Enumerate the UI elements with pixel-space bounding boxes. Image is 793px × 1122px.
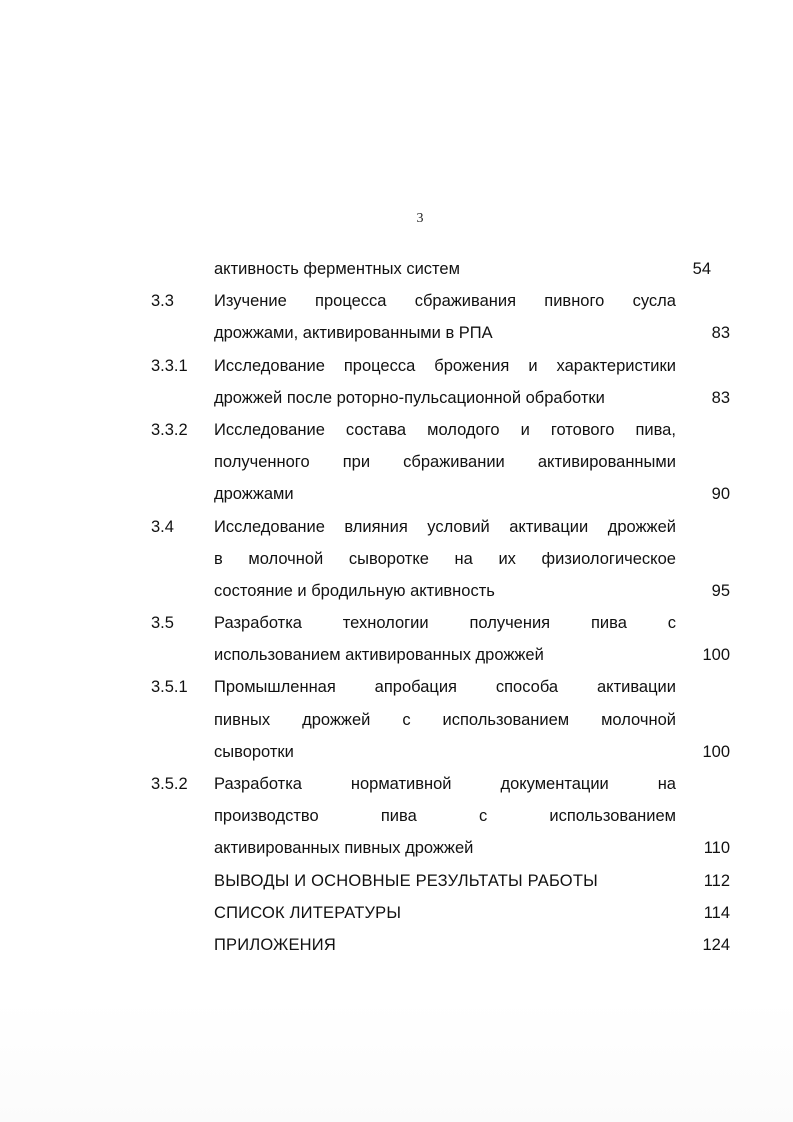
toc-word: Изучение bbox=[214, 292, 287, 311]
toc-entry-text bbox=[214, 768, 676, 800]
toc-entry-text bbox=[214, 800, 676, 832]
toc-word: Исследование bbox=[214, 356, 325, 375]
toc-line bbox=[0, 671, 793, 703]
toc-word: брожения bbox=[434, 356, 510, 375]
toc-word: активации bbox=[596, 678, 676, 697]
toc-page-number: 90 bbox=[711, 485, 730, 504]
toc-word: сбраживания bbox=[414, 292, 517, 311]
toc-line bbox=[0, 382, 793, 414]
page-background-bottom bbox=[0, 1000, 793, 1122]
toc-word: и bbox=[528, 356, 538, 375]
toc-entry-text bbox=[214, 446, 676, 478]
toc-word: активированными bbox=[537, 453, 676, 472]
toc-line bbox=[0, 929, 793, 961]
toc-word: на bbox=[657, 775, 676, 793]
toc-word: пивных bbox=[214, 710, 271, 729]
toc-entry-text bbox=[214, 511, 676, 543]
page-background-top bbox=[0, 0, 793, 170]
toc-line bbox=[0, 832, 793, 864]
toc-line bbox=[0, 446, 793, 478]
toc-line bbox=[0, 865, 793, 897]
toc-entry-text bbox=[214, 607, 676, 639]
toc-word: пивного bbox=[544, 292, 605, 311]
toc-entry-text bbox=[214, 671, 676, 703]
toc-entry-text: дрожжами, активированными в РПА bbox=[214, 324, 493, 343]
page-number: 3 bbox=[416, 211, 424, 226]
toc-word: полученного bbox=[214, 453, 310, 472]
toc-entry-text bbox=[214, 704, 676, 736]
toc-page-number: 114 bbox=[703, 903, 730, 922]
toc-page-number: 110 bbox=[703, 839, 730, 858]
toc-page-number: 83 bbox=[711, 388, 730, 407]
toc-word: пива bbox=[590, 614, 627, 633]
toc-line bbox=[0, 704, 793, 736]
toc-word: условий bbox=[427, 517, 490, 536]
toc-line bbox=[0, 543, 793, 575]
toc-line bbox=[0, 897, 793, 929]
toc-word: технологии bbox=[342, 614, 429, 633]
toc-page-number: 83 bbox=[711, 324, 730, 343]
toc-line bbox=[0, 414, 793, 446]
toc-line bbox=[0, 253, 793, 285]
toc-page-number: 100 bbox=[702, 646, 730, 665]
toc-entry-text: ВЫВОДЫ И ОСНОВНЫЕ РЕЗУЛЬТАТЫ РАБОТЫ bbox=[214, 871, 598, 890]
toc-word: получения bbox=[469, 614, 551, 633]
toc-word: Исследование bbox=[214, 517, 325, 536]
toc-entry-number: 3.5 bbox=[151, 614, 174, 633]
toc-word: Разработка bbox=[214, 614, 302, 633]
toc-word: Разработка bbox=[214, 775, 302, 793]
toc-line bbox=[0, 736, 793, 768]
toc-word: и bbox=[520, 420, 530, 439]
toc-entry-text bbox=[214, 285, 676, 317]
toc-entry-text: СПИСОК ЛИТЕРАТУРЫ bbox=[214, 903, 402, 922]
toc-line bbox=[0, 639, 793, 671]
toc-line bbox=[0, 768, 793, 800]
toc-line bbox=[0, 607, 793, 639]
toc-entry-text: активность ферментных систем bbox=[214, 260, 460, 278]
toc-entry-number: 3.3.2 bbox=[151, 420, 188, 439]
toc-word: пива bbox=[380, 807, 417, 826]
toc-word: использованием bbox=[442, 710, 570, 729]
toc-entry-text: состояние и бродильную активность bbox=[214, 581, 495, 600]
toc-entry-number: 3.3.1 bbox=[151, 356, 188, 375]
toc-word: дрожжей bbox=[607, 517, 676, 536]
toc-entry-text: дрожжей после роторно-пульсационной обработки bbox=[214, 388, 605, 407]
toc-word: сыворотке bbox=[348, 549, 429, 568]
toc-word: сбраживании bbox=[403, 453, 505, 472]
toc-word: при bbox=[342, 453, 371, 472]
toc-word: молочной bbox=[601, 710, 676, 729]
toc-word: с bbox=[667, 614, 676, 633]
toc-word: молодого bbox=[427, 420, 500, 439]
toc-page-number: 124 bbox=[702, 935, 730, 954]
toc-entry-text bbox=[214, 543, 676, 575]
toc-entry-number: 3.5.1 bbox=[151, 678, 188, 697]
toc-word: Промышленная bbox=[214, 678, 336, 697]
toc-entry-text: использованием активированных дрожжей bbox=[214, 646, 544, 665]
toc-entry-number: 3.4 bbox=[151, 517, 174, 536]
toc-word: в bbox=[214, 549, 223, 568]
toc-entry-number: 3.3 bbox=[151, 292, 174, 311]
table-of-contents bbox=[0, 253, 793, 961]
toc-entry-text bbox=[214, 414, 676, 446]
toc-word: сусла bbox=[632, 292, 676, 311]
toc-word: нормативной bbox=[350, 775, 452, 793]
toc-word: на bbox=[454, 549, 473, 568]
toc-entry-text: ПРИЛОЖЕНИЯ bbox=[214, 935, 336, 954]
toc-word: использованием bbox=[549, 807, 676, 826]
toc-page-number: 112 bbox=[703, 871, 730, 890]
toc-word: состава bbox=[345, 420, 407, 439]
toc-word: пива, bbox=[635, 420, 676, 439]
toc-word: процесса bbox=[315, 292, 387, 311]
toc-word: физиологическое bbox=[541, 549, 676, 568]
toc-page-number: 95 bbox=[711, 581, 730, 600]
toc-line bbox=[0, 317, 793, 349]
toc-word: Исследование bbox=[214, 420, 325, 439]
toc-line bbox=[0, 575, 793, 607]
toc-word: готового bbox=[550, 420, 615, 439]
toc-entry-text: дрожжами bbox=[214, 485, 294, 504]
toc-word: их bbox=[498, 549, 516, 568]
toc-word: с bbox=[478, 807, 488, 826]
toc-word: молочной bbox=[248, 549, 324, 568]
toc-word: апробация bbox=[374, 678, 457, 697]
toc-line bbox=[0, 478, 793, 510]
toc-word: производство bbox=[214, 807, 319, 826]
toc-word: дрожжей bbox=[302, 710, 371, 729]
toc-entry-text: активированных пивных дрожжей bbox=[214, 839, 474, 858]
toc-word: документации bbox=[500, 775, 609, 793]
toc-entry-text: сыворотки bbox=[214, 742, 294, 761]
toc-word: с bbox=[402, 710, 411, 729]
toc-word: способа bbox=[495, 678, 559, 697]
toc-entry-number: 3.5.2 bbox=[151, 775, 188, 793]
toc-word: процесса bbox=[343, 356, 416, 375]
toc-page-number: 54 bbox=[692, 260, 711, 278]
toc-word: влияния bbox=[344, 517, 408, 536]
toc-line bbox=[0, 350, 793, 382]
toc-page-number: 100 bbox=[702, 742, 730, 761]
toc-word: характеристики bbox=[556, 356, 676, 375]
toc-entry-text bbox=[214, 350, 676, 382]
toc-line bbox=[0, 285, 793, 317]
toc-line bbox=[0, 511, 793, 543]
toc-word: активации bbox=[509, 517, 589, 536]
toc-line bbox=[0, 800, 793, 832]
